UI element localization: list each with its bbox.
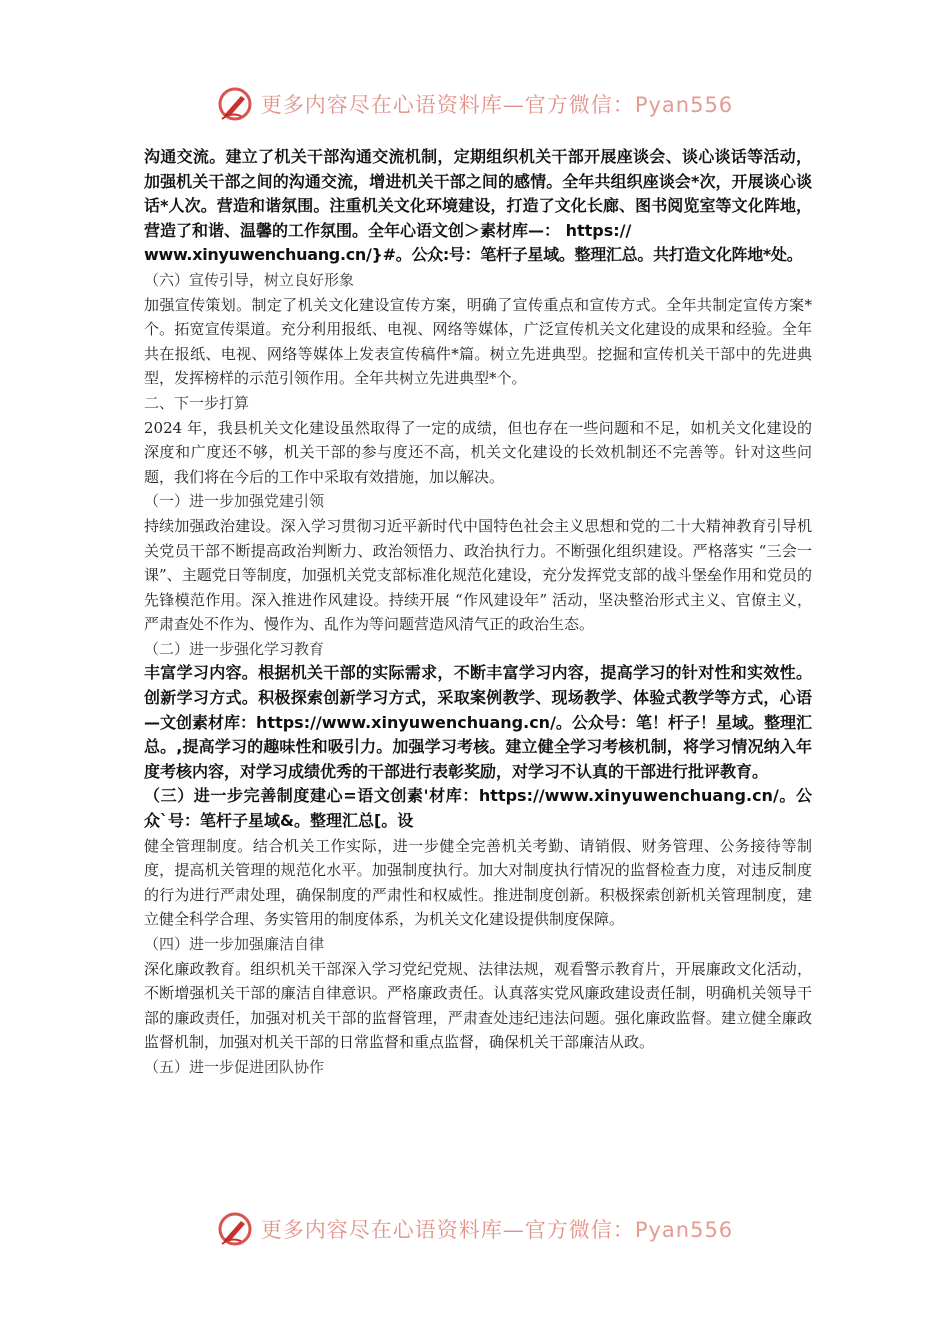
section-heading: （五）进一步促进团队协作 — [144, 1057, 325, 1076]
wechat-id: Pyan556 — [634, 93, 734, 117]
banner-text — [261, 89, 733, 119]
paragraph: 健全管理制度。结合机关工作实际，进一步健全完善机关考勤、请销假、财务管理、公务接待等制度，提高机关管理的规范化水平。加强制度执行。加大对制度执行情况的监督检查力度，对违反制度的行为进行严肃处理，确保制度的严肃性和权威性。推进制度创新。积极探索创新机关管理制度，建立健全科学合理、务实管用的制度体系，为机关文化建设提供制度保障。 — [144, 836, 812, 929]
footer-watermark-banner — [0, 1207, 950, 1251]
paragraph: 2024 年，我县机关文化建设虽然取得了一定的成绩，但也存在一些问题和不足，如机关文化建设的深度和广度还不够，机关干部的参与度还不高，机关文化建设的长效机制还不完善等。针对这些问题，我们将在今后的工作中采取有效措施，加以解决。 — [144, 418, 812, 486]
paragraph: 加强宣传策划。制定了机关文化建设宣传方案，明确了宣传重点和宣传方式。全年共制定宣传方案*个。拓宽宣传渠道。充分利用报纸、电视、网络等媒体，广泛宣传机关文化建设的成果和经验。全年共在报纸、电视、网络等媒体上发表宣传稿件*篇。树立先进典型。挖掘和宣传机关干部中的先进典型，发挥榜样的示范引领作用。全年共树立先进典型*个。 — [144, 295, 812, 388]
banner-label: 更多内容尽在心语资料库—官方微信： — [260, 93, 635, 117]
wechat-id: Pyan556 — [634, 1218, 734, 1242]
paragraph: www.xinyuwenchuang.cn/}#。公众:号：笔杆子星域。整理汇总。共打造文化阵地*处。 — [144, 245, 803, 265]
section-heading: （一）进一步加强党建引领 — [144, 492, 325, 511]
paragraph: 深化廉政教育。组织机关干部深入学习党纪党规、法律法规，观看警示教育片，开展廉政文化活动，不断增强机关干部的廉洁自律意识。严格廉政责任。认真落实党风廉政建设责任制，明确机关领导干部的廉政责任，加强对机关干部的监督管理，严肃查处违纪违法问题。强化廉政监督。建立健全廉政监督机制，加强对机关干部的日常监督和重点监督，确保机关干部廉洁从政。 — [144, 959, 812, 1052]
section-heading: 二、下一步打算 — [144, 393, 250, 412]
paragraph: （三）进一步完善制度建心=语文创素'材库：https://www.xinyuwenchuang.cn/。公众`号：笔杆子星域&。整理汇总[。设 — [144, 786, 812, 831]
section-heading: （四）进一步加强廉洁自律 — [144, 935, 325, 953]
section-heading: （二）进一步强化学习教育 — [144, 639, 325, 658]
paragraph: 沟通交流。建立了机关干部沟通交流机制，定期组织机关干部开展座谈会、谈心谈话等活动，加强机关干部之间的沟通交流，增进机关干部之间的感情。全年共组织座谈会*次，开展谈心谈话*人次。营造和谐氛围。注重机关文化环境建设，打造了文化长廊、图书阅览室等文化阵地，营造了和谐、温馨的工作氛围。全年心语文创＞素材库—： https:// — [144, 147, 812, 240]
section-heading: （六）宣传引导，树立良好形象 — [144, 270, 355, 289]
banner-label: 更多内容尽在心语资料库—官方微信： — [260, 1218, 635, 1242]
banner-text — [261, 1214, 733, 1244]
header-watermark-banner — [0, 82, 950, 126]
paragraph: 丰富学习内容。根据机关干部的实际需求，不断丰富学习内容，提高学习的针对性和实效性。创新学习方式。积极探索创新学习方式，采取案例教学、现场教学、体验式教学等方式，心语—文创素材库：https://www.xinyuwenchuang.cn/。公众号：笔！杆子！星域。整理汇总。,提高学习的趣味性和吸引力。加强学习考核。建立健全学习考核机制，将学习情况纳入年度考核内容，对学习成绩优秀的干部进行表彰奖励，对学习不认真的干部进行批评教育。 — [144, 663, 812, 781]
document-body — [144, 145, 812, 1080]
paragraph: 持续加强政治建设。深入学习贯彻习近平新时代中国特色社会主义思想和党的二十大精神教育引导机关党员干部不断提高政治判断力、政治领悟力、政治执行力。不断强化组织建设。严格落实 “三会一课”、主题党日等制度，加强机关党支部标准化规范化建设，充分发挥党支部的战斗堡垒作用和党员的先锋模范作用。深入推进作风建设。持续开展 “作风建设年” 活动，坚决整治形式主义、官僚主义，严肃查处不作为、慢作为、乱作为等问题营造风清气正的政治生态。 — [144, 516, 812, 634]
pen-logo-icon — [217, 86, 253, 122]
pen-logo-icon — [217, 1211, 253, 1247]
